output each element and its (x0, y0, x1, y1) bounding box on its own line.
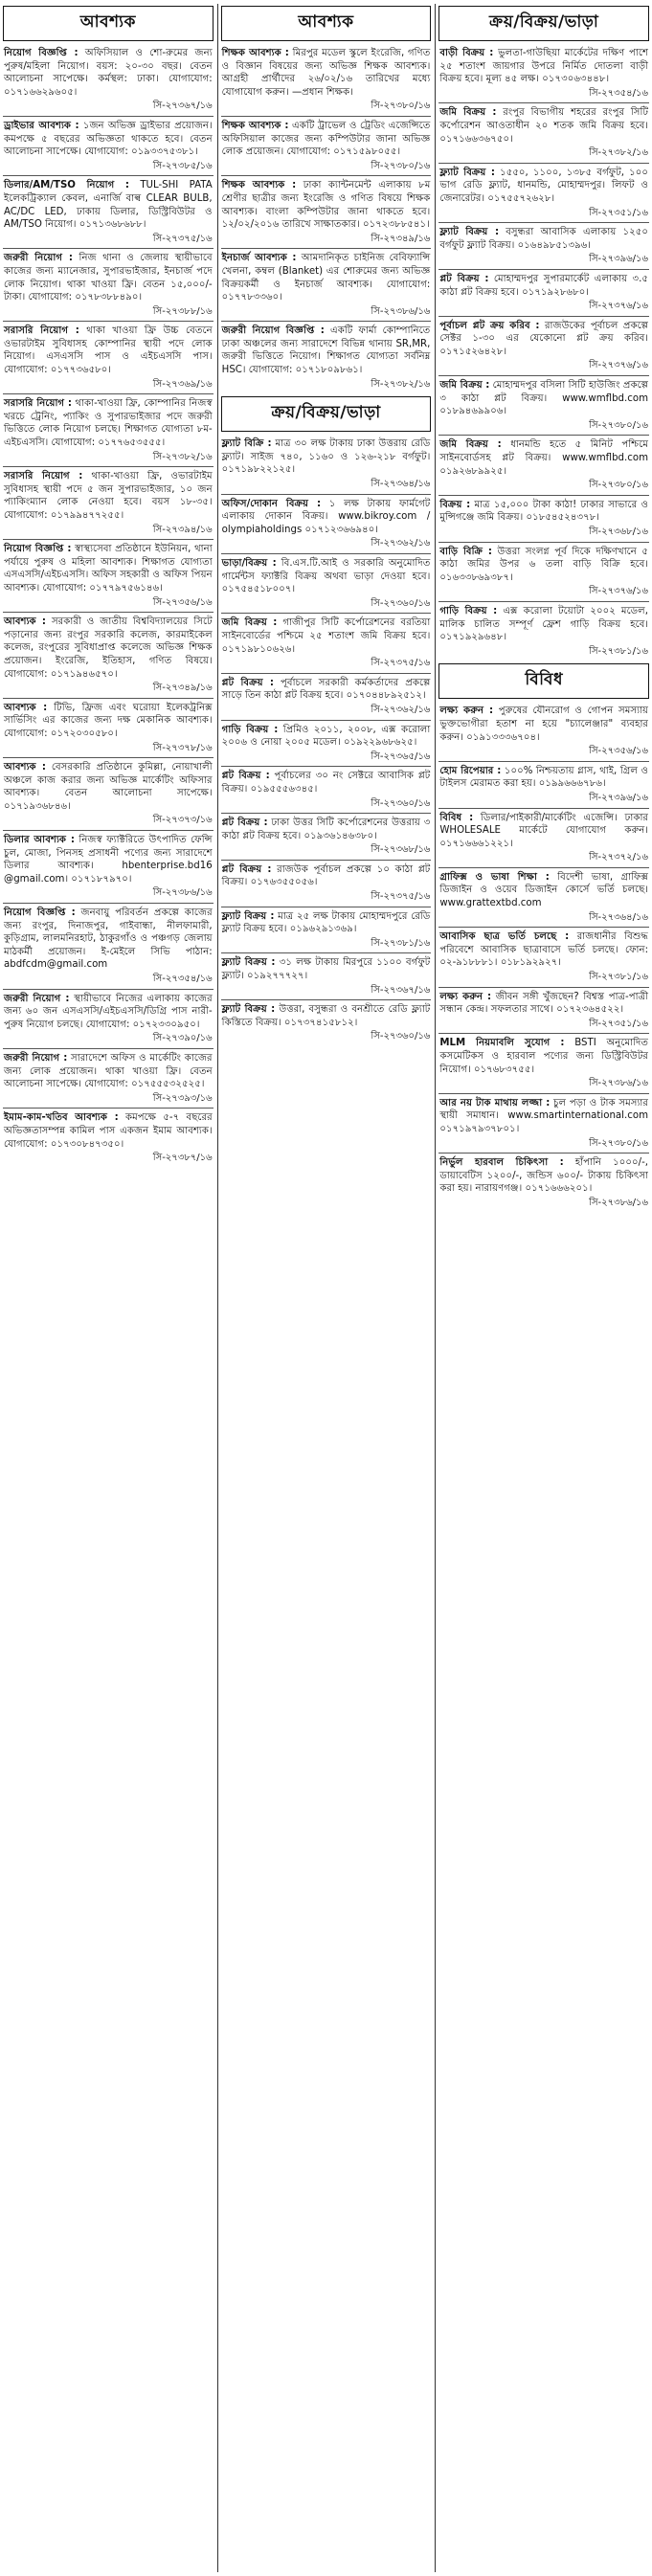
ad-lead: নিয়োগ বিজ্ঞপ্তি : (4, 48, 79, 58)
classified-ad (221, 907, 432, 952)
ad-body: সারাদেশে অফিস ও মার্কেটিং কাজের জন্য লোক প্রয়োজন। থাকা খাওয়া ফ্রি। বেতন আলোচনা সাপেক্ষে। যোগাযোগ: ০১৭৫৫৫৩২৫২৫। (4, 1052, 213, 1090)
column-2 (217, 4, 432, 2572)
classified-ad (3, 47, 214, 115)
ad-lead: জরুরী নিয়োগ : (4, 1052, 68, 1064)
classified-ad (438, 705, 649, 759)
classified-ad (3, 989, 214, 1047)
ad-code: সি-২৭৩৯৬/১৬ (589, 792, 649, 803)
ad-code: সি-২৭৩৭৫/১৬ (371, 891, 431, 903)
ad-lead: ডিলার আবশ্যক : (4, 835, 75, 846)
ad-code: সি-২৭৩৬৯/১৬ (152, 378, 213, 390)
ad-code: সি-২৭৩৯০/১৬ (152, 1033, 213, 1044)
ad-body: পূর্বাচলের ৩০ নং সেক্টরে আবাসিক প্লট বিক্রয়। ০১৯৫৫৫৬৩৪৫। (221, 771, 431, 795)
ad-lead: ফ্ল্যাট বিক্রয় : (221, 957, 276, 969)
classified-ad (3, 1048, 214, 1107)
classified-ad (221, 673, 432, 719)
ad-code: সি-২৭৩৮৭/১৬ (152, 1153, 213, 1164)
ad-lead: জরুরী নিয়োগ : (4, 993, 70, 1004)
ad-body: নিজস্ব ফ্যাক্টরিতে উৎপাদিত ফেন্সি চুল, মোজা, পিনসহ প্রসাধনী পণ্যের জন্য সারাদেশে ডিলার আবশ্যক। hbenterprise.bd16 @gmail.com। ০১৭১৮৭৯৭০। (4, 835, 213, 885)
ad-lead: আর নয় টাক মাথায় লজ্জা : (439, 1097, 551, 1109)
classified-ad (3, 393, 214, 465)
classified-ad (438, 495, 649, 541)
ad-body: এক্স করোলা টয়োটা ২০০২ মডেল, মালিক চালিত সম্পূর্ণ ফ্রেশ গাড়ি বিক্রয় হবে। ০১৭১৯২৯৬৪৮। (439, 605, 649, 643)
ad-body: বিদেশী ভাষা, গ্রাফিক্স ডিজাইন ও ওয়েব ডিজাইন কোর্সে ভর্তি চলছে। www.grattextbd.com (439, 871, 649, 909)
ad-lead: গাড়ি বিক্রয় : (439, 605, 498, 616)
ad-code: সি-২৭৩৮০/১৬ (589, 480, 649, 491)
ad-code: সি-২৭৩৮৮/১৬ (152, 305, 213, 317)
ad-body: একটি ফার্মা কোম্পানিতে ঢাকা অঞ্চলের জন্য সারাদেশে বিভিন্ন থানায় SR,MR, জরুরী ভিত্তিতে নিয়োগ। শিক্ষাগত যোগ্যতা সর্বনিম্ন HSC। যোগাযোগ: ০১৭১৮০৯৮৬১। (221, 325, 431, 376)
ad-code: সি-২৭৩৬৭/১৬ (371, 984, 431, 996)
ad-lead: প্লট বিক্রয় : (221, 818, 268, 829)
classified-ad (438, 601, 649, 660)
classified-ad (3, 116, 214, 174)
ad-lead: আবাসিক ছাত্র ভর্তি চলছে : (439, 931, 570, 943)
ad-code: সি-২৭৩৭৬/১৬ (589, 586, 649, 597)
ad-code: সি-২৭৩৬২/১৬ (371, 704, 431, 715)
ad-body: ১জন অভিজ্ঞ ড্রাইভার প্রয়োজন। কমপক্ষে ৫ বছরের অভিজ্ঞতা থাকতে হবে। বেতন আলোচনা সাপেক্ষে। যোগাযোগ: ০১৯৩৩৭৫৩৮১। (4, 120, 213, 158)
ad-body: গাজীপুর সিটি কর্পোরেশনের বরতিয়া সাইনবোর্ডের পশ্চিমে ২৫ শতাংশ জমি বিক্রয় হবে। ০১৭১৯৮১০৬২৬। (221, 617, 431, 655)
classified-ad (438, 987, 649, 1033)
ad-code: সি-২৭৩৬৫/১৬ (371, 750, 431, 762)
ad-body: ভুলতা-গাউছিয়া মার্কেটের দক্ষিণ পাশে ২৫ শতাংশ জায়গার উপরে নির্মিত দোতলা বাড়ী বিক্রয় হবে। মূল্য ৪৫ লক্ষ। ০১৭৩০৬৩৪৪৮। (439, 48, 649, 85)
column-3 (435, 4, 649, 2572)
ad-code: সি-২৭৩৮২/১৬ (589, 147, 649, 159)
ad-code: সি-২৭৩৫৬/১৬ (152, 596, 213, 608)
classified-ad (3, 698, 214, 756)
ad-body: থাকা-খাওয়া ফ্রি, ওভারটাইম সুবিধাসহ স্থায়ী পদে ৫ জন সুপারভাইজার, ১০ জন প্যাকিংম্যান লোক নেওয়া হবে। বয়স ১৮-৩৫। যোগাযোগ: ০১৭৯৯৪৭৭২৫৫। (4, 471, 213, 521)
classified-ad (221, 952, 432, 998)
ad-code: সি-২৭৩৫১/১৬ (589, 207, 649, 218)
ad-code: সি-২৭৩৬৮/১৬ (589, 526, 649, 537)
classified-ad (3, 466, 214, 538)
ad-lead: আবশ্যক : (4, 702, 48, 713)
ad-body: উত্তরা, বসুন্ধরা ও বনশ্রীতে রেডি ফ্ল্যাট কিস্তিতে বিক্রয়। ০১৭৩৭৪১৫৮১২। (221, 1004, 431, 1028)
ad-body: পুরুষের যৌনরোগ ও গোপন সমস্যায় ভুক্তভোগীরা হতাশ না হয়ে "চ্যালেঞ্জার" ব্যবহার করুন। ০১৯১৩৩৩৬৭০৪। (439, 706, 649, 743)
classified-ad (438, 269, 649, 315)
ad-lead: ফ্ল্যাট বিক্রয় : (439, 227, 500, 238)
classified-ad (438, 375, 649, 434)
classified-ad (3, 175, 214, 247)
classified-ad (221, 860, 432, 906)
ad-code: সি-২৭৩৮০/১৬ (371, 160, 431, 171)
classified-ad (438, 927, 649, 985)
ad-body: একটি ট্রাভেল ও ট্রেডিং এজেন্সিতে অফিসিয়াল কাজের জন্য কম্পিউটার জানা অভিজ্ঞ লোক প্রয়োজন। যোগাযোগ: ০১৭১৫৯৮০৫৫। (221, 120, 431, 158)
ad-code: সি-২৭৩৮১/১৬ (589, 972, 649, 983)
ad-body: নিজ থানা ও জেলায় স্থায়ীভাবে কাজের জন্য ম্যানেজার, সুপারভাইজার, ইনচার্জ পদে লোক নিয়োগ। থাকা খাওয়া ফ্রি। বেতন ১৫,০০০/- টাকা। যোগাযোগ: ০১৭৮৩৮৮৪৯০। (4, 253, 213, 303)
ad-lead: জরুরী নিয়োগ : (4, 253, 73, 264)
ad-lead: শিক্ষক আবশ্যক : (221, 180, 297, 191)
ad-lead: বাড়ী বিক্রয় : (439, 48, 494, 58)
ad-lead: সরাসরি নিয়োগ : (4, 325, 79, 337)
classified-ad (3, 1108, 214, 1166)
classified-ad (438, 1033, 649, 1091)
ad-body: মাত্র ৩০ লক্ষ টাকায় ঢাকা উত্তরায় রেডি ফ্ল্যাট। সাইজ ৭৪০, ১১৬০ ও ১২৬-২১৮ বর্গফুট। ০১৭১৯৮২২১২৫। (221, 438, 431, 476)
ad-lead: আবশ্যক : (4, 762, 46, 773)
classified-ad (3, 903, 214, 988)
ad-lead: ভাড়া/বিক্রয় : (221, 558, 277, 569)
ad-code: সি-২৭৩৯৩/১৬ (152, 1092, 213, 1104)
ad-body: বসুন্ধরা আবাসিক এলাকায় ১২৫০ বর্গফুট ফ্ল্যাট বিক্রয়। ০১৬৪৯৮৫১৩৯৬। (439, 227, 649, 251)
ad-lead: বিক্রয় : (439, 499, 471, 510)
ad-lead: লক্ষ্য করুন : (439, 706, 494, 717)
ad-body: থাকা-খাওয়া ফ্রি, কোম্পানির নিজস্ব খরচে ট্রেনিং, প্যাকিং ও সুপারভাইজার পদে জরুরী ভিত্তিতে লোক নিয়োগ চলছে। শিক্ষাগত যোগ্যতা ৮ম-এইচএসসি। যোগাযোগ: ০১৭৭৬৫৩৫৫৫। (4, 398, 213, 449)
ad-code: সি-২৭৩৫১/১৬ (589, 1018, 649, 1029)
ad-body: TUL-SHI PATA ইলেকট্রিক্যাল কেবল, এনার্জি বাল্ব CLEAR BULB, AC/DC LED, ঢাকায় ডিলার, ডিস্ট্রিবিউটর ও AM/TSO নিয়োগ। ০১৭১৩৬৮৬৮৮। (4, 180, 213, 231)
ad-lead: শিক্ষক আবশ্যক : (221, 48, 289, 58)
ad-lead: নিয়োগ বিজ্ঞপ্তি : (4, 544, 72, 555)
classified-ad (3, 757, 214, 829)
ad-lead: ফ্ল্যাট বিক্রয় : (439, 167, 495, 178)
ad-lead: ফ্ল্যাট বিক্রয় : (221, 910, 275, 922)
section-header: ক্রয়/বিক্রয়/ভাড়া (438, 6, 649, 41)
ad-body: মোহাম্মদপুর সুপারমার্কেট এলাকায় ৩.৫ কাঠা প্লট বিক্রয় হবে। ০১৭১৯২৮৬৮০। (439, 273, 649, 298)
ad-lead: জমি বিক্রয় : (439, 107, 497, 119)
ad-code: সি-২৭৩৭৬/১৬ (589, 360, 649, 371)
ad-code: সি-২৭৩৮০/১৬ (589, 1137, 649, 1149)
ad-code: সি-২৭৩৫৪/১৬ (152, 974, 213, 984)
classified-ad (221, 494, 432, 552)
section-header: ক্রয়/বিক্রয়/ভাড়া (221, 396, 432, 432)
ad-lead: নিয়োগ বিজ্ঞপ্তি : (4, 907, 76, 919)
ad-code: সি-২৭৩৮০/১৬ (371, 101, 431, 112)
ad-lead: পূর্বাচল প্লট ক্রয় করিব : (439, 320, 540, 331)
classified-ad (221, 613, 432, 671)
ad-lead: হোম রিপেয়ার : (439, 765, 502, 776)
ad-code: সি-২৭৩৬২/১৬ (371, 538, 431, 549)
ad-lead: ফ্ল্যাট বিক্রি : (221, 438, 272, 450)
section-header: বিবিধ (438, 663, 649, 699)
ad-lead: বিবিধ : (439, 812, 474, 823)
ad-body: মিরপুর মডেল স্কুলে ইংরেজি, গণিত ও বিজ্ঞান বিষয়ের জন্য অভিজ্ঞ শিক্ষক আবশ্যক। আগ্রহী প্রার্থীদের ২৬/০২/১৬ তারিখের মধ্যে যোগাযোগ করুন। —প্রধান শিক্ষক। (221, 48, 431, 98)
ad-code: সি-২৭৩৭৫/১৬ (152, 233, 213, 244)
ad-body: প্রিমিও ২০১১, ২০০৮, এক্স করোলা ২০০৬ ও নোয়া ২০০৫ মডেল। ০১৯২২৯৬৮৬২৫। (221, 724, 431, 749)
ad-code: সি-২৭৩৬৮/১৬ (371, 844, 431, 856)
classified-ad (221, 766, 432, 812)
ad-code: সি-২৭৩৭৫/১৬ (371, 658, 431, 669)
ad-code: সি-২৭৩৮২/১৬ (371, 378, 431, 390)
ad-body: মাত্র ২৫ লক্ষ টাকায় মোহাম্মদপুরে রেডি ফ্ল্যাট বিক্রয় হবে। ০১৯৬২৯১৩৬৯। (221, 910, 431, 935)
ad-body: ঢাকা ক্যান্টনমেন্ট এলাকায় ৮ম শ্রেণীর ছাত্রীর জন্য ইংরেজি ও গণিত বিষয়ে শিক্ষক আবশ্যক। বাংলা কম্পিউটার জানা থাকতে হবে। ১২/০২/২০১৬ তারিখে সাক্ষাতকার। ০১৭২৩৮৮৫৪১। (221, 180, 431, 231)
ad-body: পূর্বাচলে সরকারী কর্মকর্তাদের প্রকল্পে সাড়ে তিন কাঠা প্লট বিক্রয় হবে। ০১৭০৪৪৮৯২৫১২। (221, 677, 431, 702)
ad-body: হাঁপানি ১০০০/-, ডায়াবেটিস ১২০০/-, জন্ডিস ৬০০/- টাকায় চিকিৎসা করা হয়। নারায়ণগঞ্জ। ০১৭১৬৬৬২০১। (439, 1157, 649, 1195)
classified-ad (221, 813, 432, 859)
ad-code: সি-২৭৩৮১/১৬ (371, 937, 431, 949)
classified-ad (221, 175, 432, 247)
ad-body: মাত্র ১৫,০০০ টাকা কাঠা! ঢাকার সাভারে ও মুন্সিগঞ্জে জমি বিক্রয়। ০১৮৫৪৫২৪৩৭৮। (439, 499, 649, 524)
classified-ad (438, 1093, 649, 1152)
ad-body: কমপক্ষে ৫-৭ বছরের অভিজ্ঞতাসম্পন্ন কামিল পাস একজন ইমাম আবশ্যক। যোগাযোগ: ০১৭৩০৮৪৭৩৫০। (4, 1112, 213, 1150)
classified-ad (221, 116, 432, 174)
ad-lead: ফ্ল্যাট বিক্রয় : (221, 1004, 276, 1016)
ad-body: ১ লক্ষ টাকায় ফার্মগেট এলাকায় দোকান বিক্রয়। www.bikroy.com / olympiaholdings ০১৭১২৩৬৬৯৪০। (221, 498, 431, 535)
ad-code: সি-২৭৩৮২/১৬ (152, 451, 213, 462)
ad-body: ১৫৫০, ১১০০, ১৩৮৫ বর্গফুট, ১০০ ভাগ রেডি ফ্ল্যাট, ধানমন্ডি, মোহাম্মদপুর। লিফট ও জেনারেটর। ০১৭৫৫৭২৬২৮। (439, 167, 649, 204)
ad-lead: আবশ্যক : (4, 616, 46, 628)
ad-lead: প্লট বিক্রয় : (221, 677, 274, 688)
classified-ad (438, 761, 649, 807)
ad-code: সি-২৭৩৮৬/১৬ (371, 305, 431, 317)
classified-ad (438, 808, 649, 866)
ad-lead: গ্রাফিক্স ও ভাষা শিক্ষা : (439, 871, 550, 883)
ad-lead: নির্ভুল হারবাল চিকিৎসা : (439, 1157, 564, 1169)
classified-ad (438, 47, 649, 101)
ad-code: সি-২৭৩৮৬/১৬ (589, 1197, 649, 1208)
ad-body: অফিসিয়াল ও শো-রুমের জন্য পুরুষ/মহিলা নিয়োগ। বয়স: ২০-৩০ বছর। বেতন আলোচনা সাপেক্ষে। কর্মস্থল: ঢাকা। যোগাযোগ: ০১৭১৬৬২৯৬০৫। (4, 48, 213, 98)
ad-code: সি-২৭৩৮৬/১৬ (589, 1078, 649, 1089)
ad-body: বেসরকারি প্রতিষ্ঠানে কুমিল্লা, নোয়াখালী অঞ্চলে কাজ করার জন্য অভিজ্ঞ মার্কেটিং অফিসার আবশ্যক। বেতন আলোচনা সাপেক্ষে। ০১৭১৯৩৬৮৪৬। (4, 762, 213, 812)
classified-ad (3, 248, 214, 320)
ad-body: টিভি, ফ্রিজ এবং ঘরোয়া ইলেকট্রনিক্স সার্ভিসিং এর কাজের জন্য দক্ষ মেকানিক আবশ্যক। যোগাযোগ: ০১৭২০৩০৫৮০। (4, 702, 213, 739)
ad-lead: জমি বিক্রয় : (439, 380, 490, 392)
classified-ad (221, 553, 432, 612)
ad-code: সি-২৭৩৫৪/১৬ (589, 87, 649, 99)
classified-ad (438, 102, 649, 161)
ad-code: সি-২৭৩৬৪/১৬ (589, 911, 649, 923)
section-header: আবশ্যক (221, 6, 432, 41)
ad-code: সি-২৭৩৭৬/১৬ (589, 301, 649, 312)
ad-code: সি-২৭৩৬০/১৬ (371, 1031, 431, 1042)
ad-lead: ইনচার্জ আবশ্যক : (221, 253, 297, 264)
ad-code: সি-২৭৩৬০/১৬ (371, 597, 431, 609)
ad-lead: জমি বিক্রয় : (221, 617, 278, 629)
ad-lead: জমি বিক্রয় : (439, 439, 502, 451)
ad-body: ১০০% নিশ্চয়তায় গ্লাস, থাই, গ্রিল ও টাইলস মেরামত করা হয়। ০১৯৯৬৬৬৭৮৬। (439, 765, 649, 790)
classified-ad (221, 720, 432, 766)
ad-body: জীবন সঙ্গী খুঁজছেন? বিশ্বস্ত পাত্র-পাত্রী সন্ধান কেন্দ্র। সফলতার সাথে। ০১৭২৩৬৪৫২২। (439, 991, 648, 1016)
ad-body: বি.এস.টি.আই ও সরকারি অনুমোদিত গার্মেন্টস ফ্যাক্টরি বিক্রয় অথবা ভাড়া দেওয়া হবে। ০১৭৫৪৫১৮০০৭। (221, 558, 431, 595)
ad-lead: জরুরী নিয়োগ বিজ্ঞপ্তি : (221, 325, 325, 337)
ad-lead: ড্রাইভার আবশ্যক : (4, 120, 79, 131)
ad-lead: সরাসরি নিয়োগ : (4, 471, 83, 482)
classified-ad (438, 222, 649, 268)
ad-lead: গাড়ি বিক্রয় : (221, 724, 279, 735)
ad-lead: প্লট বিক্রয় : (439, 273, 489, 284)
ad-code: সি-২৭৩৯৪/১৬ (152, 524, 213, 535)
ad-code: সি-২৭৩৬০/১৬ (371, 797, 431, 809)
classified-ad (221, 248, 432, 320)
ad-code: সি-২৭৩৭৮/১৬ (152, 742, 213, 753)
ad-code: সি-২৭৩৮৬/১৬ (152, 887, 213, 899)
classified-ad (221, 47, 432, 115)
ad-code: সি-২৭৩৮০/১৬ (589, 419, 649, 431)
ad-body: রংপুর বিভাগীয় শহরের রংপুর সিটি কর্পোরেশন আওতাধীন ২০ শতক জমি বিক্রয় হবে। ০১৭১৬৬৩৬৭৫০। (439, 107, 649, 145)
classified-ad (3, 539, 214, 611)
classified-ad (438, 1153, 649, 1211)
section-header: আবশ্যক (3, 6, 214, 41)
ad-body: উত্তরা সংলগ্ন পূর্ব দিকে দক্ষিণখানে ৫ কাঠা জমির উপর ৬ তলা বাড়ি বিক্রি হবে। ০১৬৩৩৮৬৯৩৮৭। (439, 546, 649, 583)
ad-code: সি-২৭৩৫৬/১৬ (589, 746, 649, 757)
ad-lead: ইমাম-কাম-খতিব আবশ্যক : (4, 1112, 119, 1124)
classified-ad (438, 435, 649, 493)
ad-body: রাজউকের পূর্বাচল প্রকল্পে সেক্টর ১-৩০ এর যেকোনো প্লট ক্রয় করিব। ০১৭১৫২৬৪২৮। (439, 320, 649, 357)
ad-body: জনবায়ু পরিবর্তন প্রকল্পে কাজের জন্য রংপুর, দিনাজপুর, গাইবান্ধা, নীলফামারী, কুড়িগ্রাম, লালমনিরহাট, ঠাকুরগাঁও ও পঞ্চগড় জেলায় মাঠকর্মী প্রয়োজন। ই-মেইলে সিভি পাঠান: abdfcdm@gmail.com (4, 907, 213, 971)
ad-code: সি-২৭৩৪৯/১৬ (152, 683, 213, 694)
ad-lead: সরাসরি নিয়োগ : (4, 398, 72, 410)
classified-ad (3, 830, 214, 902)
ad-code: সি-২৭৩৬৪/১৬ (371, 479, 431, 490)
ad-body: রাজধানীর বিশুদ্ধ পরিবেশে আবাসিক ছাত্রাবাসে ভর্তি চলছে। ফোন: ০২-৯১৮৮৮১। ০১৮১৯২৯২৭। (439, 931, 649, 969)
ad-body: আমদানিকৃত চাইনিজ বেবিফ্যান্সি খেলনা, কম্বল (Blanket) এর শোরুমের জন্য অভিজ্ঞ বিক্রয়কর্মী ও ইনচার্জ আবশ্যক। যোগাযোগ: ০১৭৭৮৩৩৬০। (221, 253, 431, 303)
ad-body: ৩১ লক্ষ টাকায় মিরপুরে ১১০০ বর্গফুট ফ্ল্যাট। ০১৯২৭৭৭২৭। (221, 957, 431, 982)
ad-lead: প্লট বিক্রয় : (221, 863, 272, 875)
ad-code: সি-২৭৩৯৬/১৬ (589, 254, 649, 265)
ad-lead: শিক্ষক আবশ্যক : (221, 120, 289, 131)
classified-ad (221, 437, 432, 492)
ad-body: ডিলার/পাইকারী/মার্কেটিং এজেন্সি। ঢাকার WHOLESALE মার্কেটে যোগাযোগ করুন। ০১৭১৬৬৬১২২১। (439, 812, 649, 849)
ad-lead: প্লট বিক্রয় : (221, 771, 270, 782)
ad-code: সি-২৭৩৭২/১৬ (589, 852, 649, 863)
ad-code: সি-২৭৩৮১/১৬ (589, 645, 649, 657)
ad-lead: অফিস/দোকান বিক্রয় : (221, 498, 322, 509)
ad-body: চুল পড়া ও টাক সমস্যার স্থায়ী সমাধান। www.smartinternational.com ০১৭১৯৭৯৩৭৮০১। (439, 1097, 649, 1134)
ad-body: ঢাকা উত্তর সিটি কর্পোরেশনের উত্তরায় ৩ কাঠা প্লট বিক্রয় হবে। ০১৯৩৬১৪৬৩৮০। (221, 818, 431, 841)
column-1 (3, 4, 214, 2572)
ad-body: রাজউক পূর্বাচল প্রকল্পে ১০ কাঠা প্লট বিক্রয়। ০১৭৬৩৫৫০৫৬। (221, 863, 431, 888)
ad-body: BSTI অনুমোদিত কসমেটিকস ও হারবাল পণ্যের জন্য ডিস্ট্রিবিউটর নিয়োগ। ০১৭৬৮৩৭৫৫। (439, 1038, 649, 1075)
ad-body: স্থায়ীভাবে নিজের এলাকায় কাজের জন্য ৬০ জন এসএসসি/এইচএসসি/ডিগ্রি পাস নারী-পুরুষ নিয়োগ চলছে। যোগাযোগ: ০১৭২৩৩০৯৫০। (4, 993, 213, 1030)
ad-code: সি-২৭৩৪৯/১৬ (371, 233, 431, 244)
classified-ad (438, 867, 649, 926)
ad-lead: বাড়ি বিক্রি : (439, 546, 492, 557)
ad-body: মোহাম্মদপুর বসিলা সিটি হাউজিং প্রকল্পে ৩ কাঠা প্লট বিক্রয়। www.wmflbd.com ০১৮৯৪৬৯৯০৬। (439, 380, 649, 417)
classified-ad (3, 612, 214, 697)
ad-body: থাকা খাওয়া ফ্রি উচ্চ বেতনে ওভারটাইম সুবিধাসহ কোম্পানির স্থায়ী পদে লোক নিয়োগ। এসএসসি পাস ও এইচএসসি পাস। যোগাযোগ: ০১৭৭৩৬৫৮০। (4, 325, 213, 376)
ad-lead: MLM নিয়মাবলি সুযোগ : (439, 1038, 565, 1049)
ad-body: সরকারী ও জাতীয় বিশ্ববিদ্যালয়ের সিটে পড়ানোর জন্য রংপুর সরকারি কলেজ, কারমাইকেল কলেজ, রংপুরের সুবিধাপ্রাপ্ত কলেজে অভিজ্ঞ শিক্ষক প্রয়োজন। ইংরেজি, ইতিহাস, গণিত বিষয়ে। যোগাযোগ: ০১৭১৯৪৬৫৭০। (4, 616, 213, 680)
classified-ad (3, 321, 214, 392)
ad-lead: ডিলার/AM/TSO নিয়োগ : (4, 180, 129, 191)
ad-code: সি-২৭৩৮৫/১৬ (152, 160, 213, 171)
classified-ad (221, 321, 432, 392)
ad-code: সি-২৭৩৬৭/১৬ (152, 101, 213, 112)
ad-body: ধানমন্ডি হতে ৫ মিনিট পশ্চিমে সাইনবোর্ডসহ প্লট বিক্রয়। www.wmflbd.com ০১৯২৬৮৯৯২৫। (439, 439, 649, 477)
ad-body: স্বাস্থ্যসেবা প্রতিষ্ঠানে ইউনিয়ন, থানা পর্যায়ে পুরুষ ও মহিলা আবশ্যক। শিক্ষাগত যোগ্যতা এসএসসি/এইচএসসি। অফিস সহকারী ও অফিস পিয়ন আবশ্যক। যোগাযোগ: ০১৭৭৯৭৫৬১৪৬। (4, 544, 213, 594)
classified-ad (438, 542, 649, 600)
ad-lead: লক্ষ্য করুন : (439, 991, 492, 1002)
classified-ad (438, 163, 649, 221)
classified-ad (221, 999, 432, 1045)
ad-code: সি-২৭৩৭৩/১৬ (152, 815, 213, 826)
classified-ad (438, 316, 649, 374)
